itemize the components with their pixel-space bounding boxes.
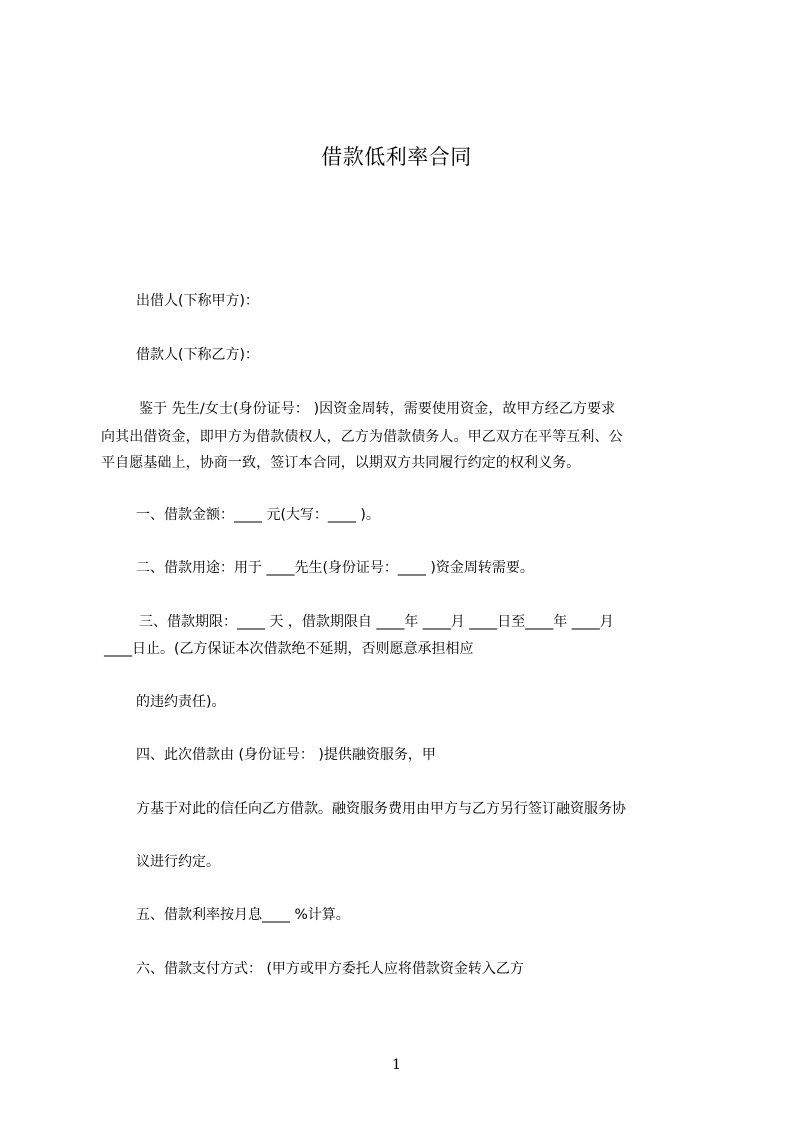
clause-5-rate: 五、借款利率按月息____ %计算。 — [136, 907, 350, 923]
preamble-line-3: 平自愿基础上，协商一致，签订本合同，以期双方共同履行约定的权利义务。 — [101, 455, 581, 471]
clause-2-purpose: 二、借款用途：用于 ____先生(身份证号：____ )资金周转需要。 — [136, 560, 534, 576]
borrower-line: 借款人(下称乙方)： — [136, 347, 259, 363]
clause-4-service-line-3: 议进行约定。 — [136, 854, 220, 870]
preamble-line-1: 鉴于 先生/女士(身份证号： )因资金周转，需要使用资金，故甲方经乙方要求 — [139, 401, 616, 417]
lender-line: 出借人(下称甲方)： — [136, 293, 259, 309]
clause-3-term-line-2: ____日止。(乙方保证本次借款绝不延期，否则愿意承担相应 — [104, 641, 474, 657]
clause-6-payment: 六、借款支付方式： (甲方或甲方委托人应将借款资金转入乙方 — [136, 961, 524, 977]
clause-3-term-line-1: 三、借款期限：____ 天 ，借款期限自 ____年 ____月 ____日至____年 ____月 — [139, 614, 614, 630]
document-title: 借款低利率合同 — [321, 145, 472, 169]
clause-4-service-line-1: 四、此次借款由 (身份证号： )提供融资服务，甲 — [136, 747, 436, 763]
clause-4-service-line-2: 方基于对此的信任向乙方借款。融资服务费用由甲方与乙方另行签订融资服务协 — [136, 801, 626, 817]
clause-1-amount: 一、借款金额：____ 元(大写：____ )。 — [136, 507, 380, 523]
page-number: 1 — [392, 1057, 401, 1073]
preamble-line-2: 向其出借资金，即甲方为借款债权人，乙方为借款债务人。甲乙双方在平等互利、公 — [101, 429, 623, 445]
clause-3-term-line-3: 的违约责任)。 — [136, 694, 226, 710]
